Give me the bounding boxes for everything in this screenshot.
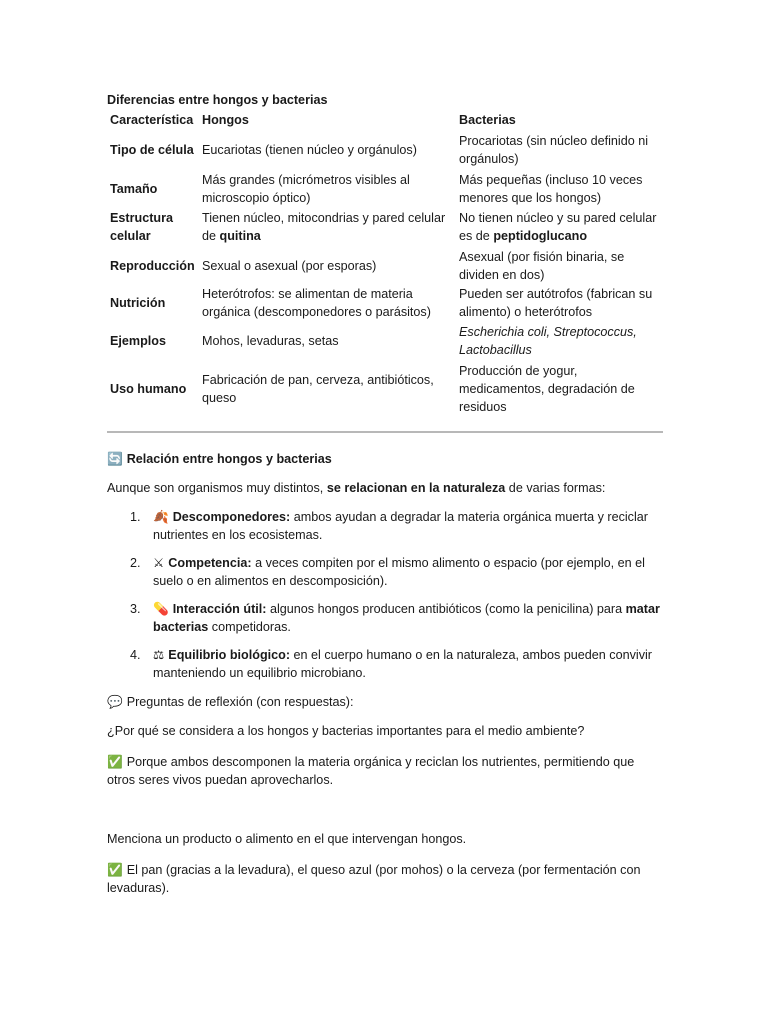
- row-feature: Tamaño: [110, 181, 158, 196]
- item-text: a veces compiten por el mismo alimento o espacio (por ejemplo, en el suelo o en alimentos en descomposición).: [153, 556, 645, 588]
- cycle-icon: 🔄: [107, 452, 123, 466]
- item-bold: matar bacterias: [153, 602, 660, 634]
- row-feature: Reproducción: [110, 258, 195, 273]
- row-feature: Estructura celular: [110, 211, 173, 243]
- table-row: [106, 360, 663, 417]
- reflection-title-text: Preguntas de reflexión (con respuestas):: [126, 695, 354, 709]
- row-bacteria: Producción de yogur, medicamentos, degradación de residuos: [459, 363, 635, 414]
- pill-icon: 💊: [153, 602, 169, 616]
- row-fungi: Eucariotas (tienen núcleo y orgánulos): [202, 143, 417, 157]
- row-bacteria: Procariotas (sin núcleo definido ni orgánulos): [459, 134, 649, 166]
- item-text: algunos hongos producen antibióticos (como la penicilina) para: [266, 602, 626, 616]
- row-feature: Tipo de célula: [110, 143, 194, 157]
- table-row: [106, 247, 663, 284]
- answer-2: [107, 861, 652, 897]
- list-number: 1.: [130, 510, 141, 524]
- item-label: Interacción útil:: [172, 602, 267, 616]
- item-label: Competencia:: [168, 556, 252, 570]
- row-bacteria: [459, 209, 663, 245]
- check-icon: ✅: [107, 863, 123, 877]
- comparison-table: [106, 109, 663, 417]
- item-text: en el cuerpo humano o en la naturaleza, ambos pueden convivir manteniendo un equilibrio microbiano.: [153, 648, 652, 680]
- speech-bubble-icon: 💬: [107, 695, 123, 709]
- row-fungi: [202, 209, 459, 245]
- table-header-row: [106, 109, 663, 130]
- row-bacteria: Asexual (por fisión binaria, se dividen en dos): [459, 249, 625, 282]
- bacteria-bold: peptidoglucano: [493, 229, 588, 243]
- row-feature: Uso humano: [110, 381, 187, 396]
- item-label: Equilibrio biológico:: [168, 648, 291, 662]
- header-fungi: Hongos: [202, 112, 249, 127]
- row-bacteria: Más pequeñas (incluso 10 veces menores que los hongos): [459, 172, 643, 205]
- table-row: [106, 130, 663, 170]
- divider: [107, 431, 663, 433]
- question-1: ¿Por qué se considera a los hongos y bacterias importantes para el medio ambiente?: [107, 724, 585, 738]
- row-fungi: Heterótrofos: se alimentan de materia orgánica (descomponedores o parásitos): [202, 287, 431, 319]
- question-2: Menciona un producto o alimento en el que intervengan hongos.: [107, 832, 467, 846]
- bacteria-text: No tienen núcleo y su pared celular es de: [459, 211, 657, 243]
- row-bacteria: Pueden ser autótrofos (fabrican su alimento) o heterótrofos: [459, 287, 653, 319]
- table-row: [106, 207, 663, 247]
- answer-2-text: El pan (gracias a la levadura), el queso azul (por mohos) o la cerveza (por fermentación con levaduras).: [107, 863, 641, 895]
- list-number: 3.: [130, 602, 141, 616]
- fungi-text: Tienen núcleo, mitocondrias y pared celular de: [202, 211, 446, 243]
- row-fungi: Más grandes (micrómetros visibles al microscopio óptico): [202, 172, 410, 205]
- row-bacteria: Escherichia coli, Streptococcus, Lactobacillus: [459, 325, 637, 357]
- check-icon: ✅: [107, 755, 123, 769]
- header-feature: Característica: [110, 112, 194, 127]
- intro-text-end: de varias formas:: [505, 481, 606, 495]
- table-row: [106, 170, 663, 207]
- list-item: [130, 646, 660, 682]
- intro-paragraph: [107, 479, 605, 497]
- row-fungi: Fabricación de pan, cerveza, antibióticos, queso: [202, 372, 434, 405]
- item-text: ambos ayudan a degradar la materia orgánica muerta y reciclar nutrientes en los ecosistemas.: [153, 510, 648, 542]
- balance-icon: ⚖: [153, 648, 165, 662]
- fungi-bold: quitina: [219, 229, 261, 243]
- relation-list: [130, 508, 660, 692]
- intro-text: Aunque son organismos muy distintos,: [107, 481, 327, 495]
- reflection-title: [107, 693, 652, 711]
- section-title-text: Relación entre hongos y bacterias: [126, 452, 332, 466]
- leaf-icon: 🍂: [153, 510, 169, 524]
- list-item: [130, 508, 660, 544]
- answer-1: [107, 753, 652, 789]
- table-title: Diferencias entre hongos y bacterias: [107, 93, 328, 107]
- row-feature: Nutrición: [110, 296, 166, 310]
- list-item: [130, 600, 660, 636]
- row-fungi: Sexual o asexual (por esporas): [202, 258, 377, 273]
- table-row: [106, 322, 663, 360]
- intro-bold: se relacionan en la naturaleza: [326, 481, 506, 495]
- header-bacteria: Bacterias: [459, 112, 516, 127]
- list-number: 2.: [130, 556, 141, 570]
- table-row: [106, 284, 663, 322]
- list-item: [130, 554, 660, 590]
- list-number: 4.: [130, 648, 141, 662]
- row-feature: Ejemplos: [110, 334, 166, 348]
- swords-icon: ⚔: [153, 556, 165, 570]
- answer-1-text: Porque ambos descomponen la materia orgánica y reciclan los nutrientes, permitiendo que otros seres vivos puedan aprovecharlos.: [107, 755, 635, 787]
- row-fungi: Mohos, levaduras, setas: [202, 334, 339, 348]
- item-text-end: competidoras.: [208, 620, 291, 634]
- item-label: Descomponedores:: [172, 510, 291, 524]
- section-title: [107, 450, 332, 468]
